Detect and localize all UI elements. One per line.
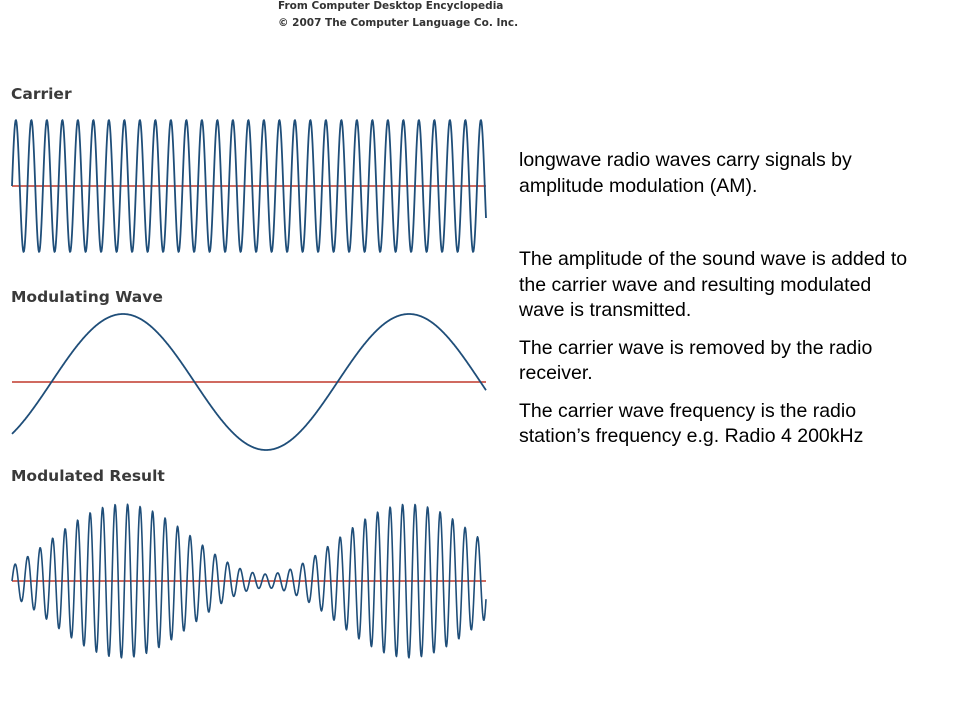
- carrier-label: Carrier: [11, 85, 72, 103]
- credit-line-1: From Computer Desktop Encyclopedia: [278, 0, 504, 12]
- amplitude-paragraph: The amplitude of the sound wave is added to the carrier wave and resulting modulated wave is transmitted.: [519, 248, 908, 321]
- intro-paragraph: longwave radio waves carry signals by amplitude modulation (AM).: [519, 149, 852, 197]
- modulated-panel: [12, 504, 486, 658]
- modulating-panel: [12, 314, 486, 450]
- modulating-wave-label: Modulating Wave: [11, 288, 163, 306]
- frequency-paragraph: The carrier wave frequency is the radio station’s frequency e.g. Radio 4 200kHz: [519, 399, 864, 447]
- receiver-paragraph: The carrier wave is removed by the radio receiver.: [519, 336, 873, 384]
- explanation-text: [519, 148, 919, 450]
- modulated-result-label: Modulated Result: [11, 467, 165, 485]
- carrier-panel: [12, 120, 486, 252]
- credit-line-2: © 2007 The Computer Language Co. Inc.: [278, 17, 519, 29]
